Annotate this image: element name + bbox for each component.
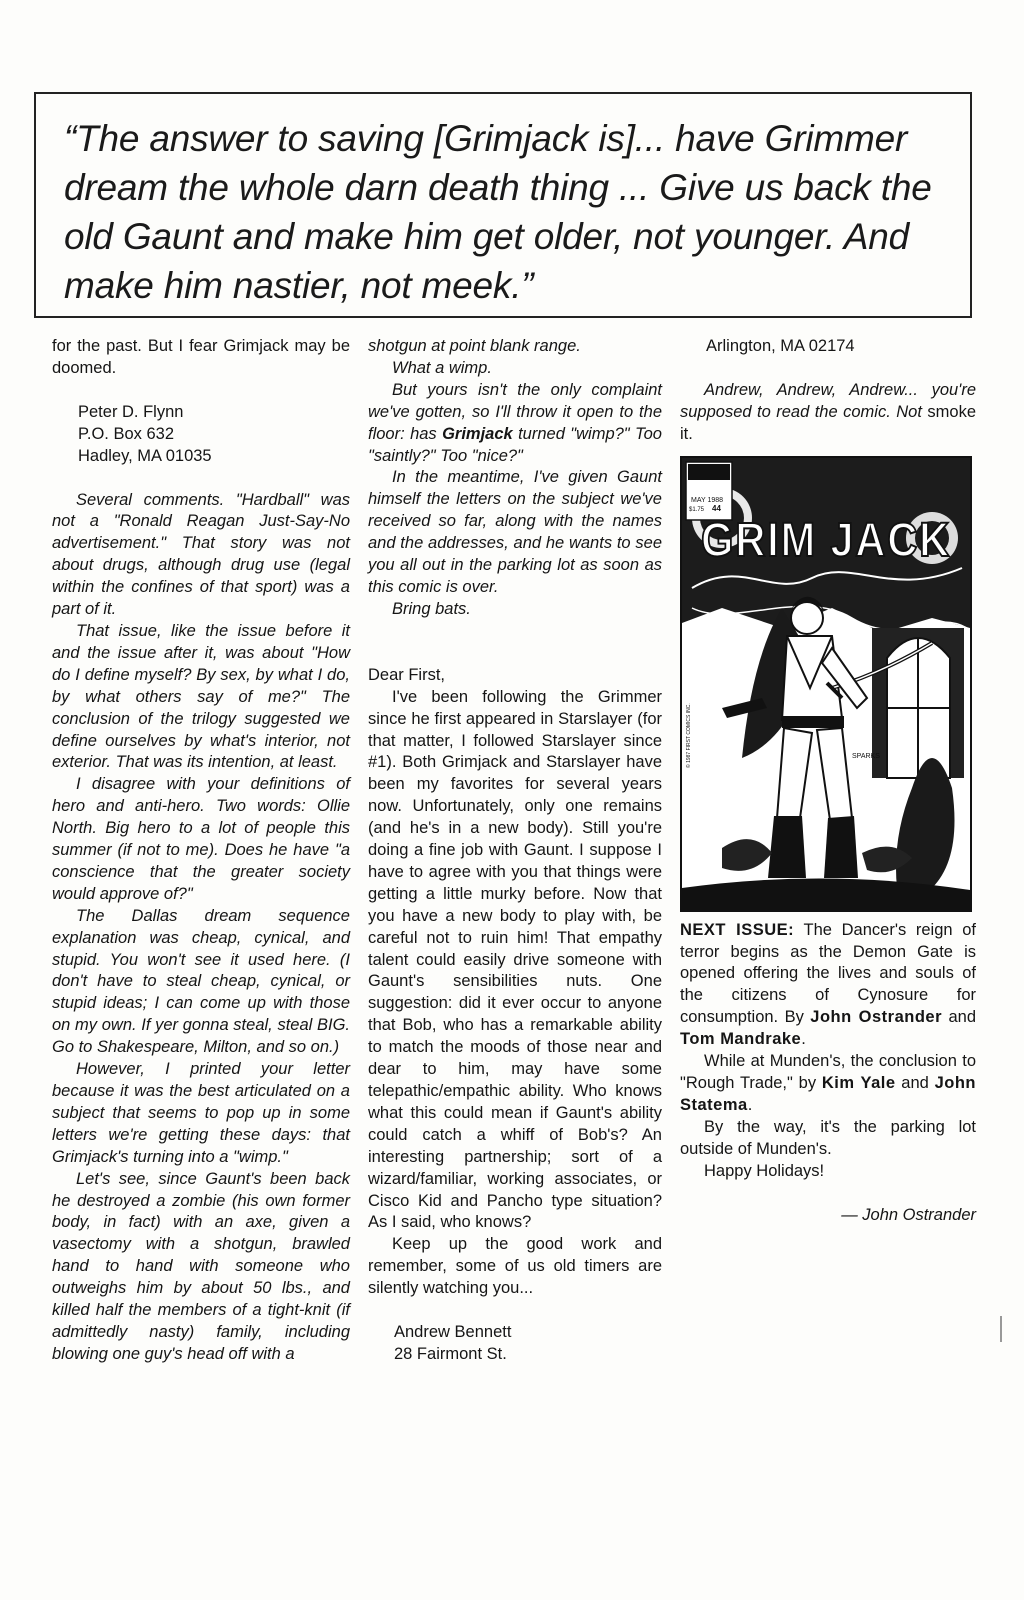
reply-paragraph-11: Bring bats.	[392, 599, 471, 618]
signer-street: 28 Fairmont St.	[394, 1344, 507, 1363]
cover-illustration	[682, 458, 970, 910]
letter-salutation: Dear First,	[368, 665, 446, 684]
reply-paragraph-5: However, I printed your letter because it was the best articulated on a subject that seems to pop up in some letters we're getting these days: that Grimjack's turning into a "wimp."	[52, 1060, 350, 1166]
signer-city: Hadley, MA 01035	[78, 446, 212, 465]
reply-paragraph-1: Several comments. "Hardball" was not a "Ronald Reagan Just-Say-No advertisement." That story was not about drugs, although drug use (legal within the confines of that sport) was a part of it.	[52, 490, 350, 619]
cover-month: MAY 1988	[691, 496, 724, 504]
reply-paragraph-4: The Dallas dream sequence explanation was cheap, cynical, and stupid. You won't see it used here. (I don't have to steal cheap, cynical, or stupid ideas; I can come up with those on my own. If yer gonna steal, steal BIG. Go to Shakespeare, Milton, and so on.)	[52, 906, 350, 1057]
title-grimjack: Grimjack	[442, 424, 513, 443]
reply-paragraph-7: shotgun at point blank range.	[368, 337, 581, 355]
signer-city: Arlington, MA 02174	[706, 337, 855, 355]
signer-name: Andrew Bennett	[394, 1323, 512, 1342]
next-issue-text: NEXT ISSUE: The Dancer's reign of terror begins as the Demon Gate is opened offering the lives and souls of the citizens of Cynosure for consumption. By John Ostrander and Tom Mandrake.	[680, 920, 977, 1049]
letter-closing-text: for the past. But I fear Grimjack may be doomed.	[52, 337, 350, 377]
cover-artist-signature: SPARKS	[852, 752, 880, 760]
pull-quote-text: “The answer to saving [Grimjack is]... have Grimmer dream the whole darn death thing ... Give us back the old Gaunt and make him get older, not younger. And make him nastier, not meek.”	[64, 118, 932, 306]
reply-paragraph-2: That issue, like the issue before it and the issue after it, was about "How do I define myself? By sex, by what I do, by what others say of me?" The conclusion of the trilogy suggested we define ourselves by what's interior, not exterior. That was its intention, at least.	[52, 621, 350, 772]
signer-po-box: P.O. Box 632	[78, 424, 175, 443]
letter-body-closing: Keep up the good work and remember, some of us old timers are silently watching you...	[368, 1235, 662, 1298]
column-2	[368, 336, 662, 1366]
editor-signature: — John Ostrander	[841, 1205, 976, 1224]
cover-copyright: © 1987 FIRST COMICS INC.	[686, 702, 692, 768]
reply-andrew: Andrew, Andrew, Andrew... you're supposed to read the comic. Not smoke it.	[680, 380, 976, 443]
reply-paragraph-10: In the meantime, I've given Gaunt himself the letters on the subject we've received so far, along with the names and the addresses, and he wants to see you all out in the parking lot as soon as this comic is over.	[368, 468, 662, 596]
mundens-text: While at Munden's, the conclusion to "Rough Trade," by Kim Yale and John Statema.	[680, 1052, 976, 1114]
next-issue-label: NEXT ISSUE:	[680, 920, 795, 939]
letter-body: I've been following the Grimmer since he first appeared in Starslayer (for that matter, I followed Starslayer since #1). Both Grimjack and Starslayer have been my favorites for several years now. Unfortunately, only one remains (and he's in a new body). Still you're doing a fine job with Gaunt. I suppose I have to agree with you that things were getting a little murky before. Now that you have a new body to play with, be careful not to ruin him! That empathy talent could easily drive someone with Gaunt's sensibilities nuts. One suggestion: did it ever occur to anyone that Bob, who has a remarkable ability to match the moods of those near and dear to him, may have some telepathic/empathic ability. Who knows what this could mean if Gaunt's ability could catch a whiff of Bob's? An interesting partnership; sort of a wizard/familiar, working associates, or Cisco Kid and Pancho type situation? As I said, who knows?	[368, 687, 662, 1232]
column-3	[680, 336, 976, 1226]
scan-mark	[1000, 1316, 1002, 1342]
reply-paragraph-3: I disagree with your definitions of hero and anti-hero. Two words: Ollie North. Big hero to a lot of people this summer (if not to me). Does he have "a conscience that the greater society would approve of?"	[52, 775, 350, 903]
holidays-text: Happy Holidays!	[704, 1161, 825, 1180]
reply-paragraph-9: But yours isn't the only complaint we've gotten, so I'll throw it open to the floor: has Grimjack turned "wimp?" Too "saintly?" Too "nice?"	[368, 380, 662, 465]
cover-logo: GRIM JACK	[701, 513, 951, 567]
comic-cover-image	[680, 456, 972, 912]
cover-price: $1.75	[689, 506, 705, 513]
column-1	[52, 336, 350, 1366]
reply-paragraph-8: What a wimp.	[392, 358, 492, 377]
reply-paragraph-6: Let's see, since Gaunt's been back he destroyed a zombie (his own former body, in fact) with an axe, given a vasectomy with a shotgun, brawled hand to hand with someone who outweighs him by about 50 lbs., and killed half the members of a tight-knit (if admittedly nasty) family, including blowing one guy's head off with a	[52, 1169, 350, 1363]
parking-lot-text: By the way, it's the parking lot outside of Munden's.	[680, 1117, 976, 1158]
pull-quote-box	[34, 92, 972, 318]
signer-name: Peter D. Flynn	[78, 402, 184, 421]
cover-issue: 44	[712, 503, 721, 513]
